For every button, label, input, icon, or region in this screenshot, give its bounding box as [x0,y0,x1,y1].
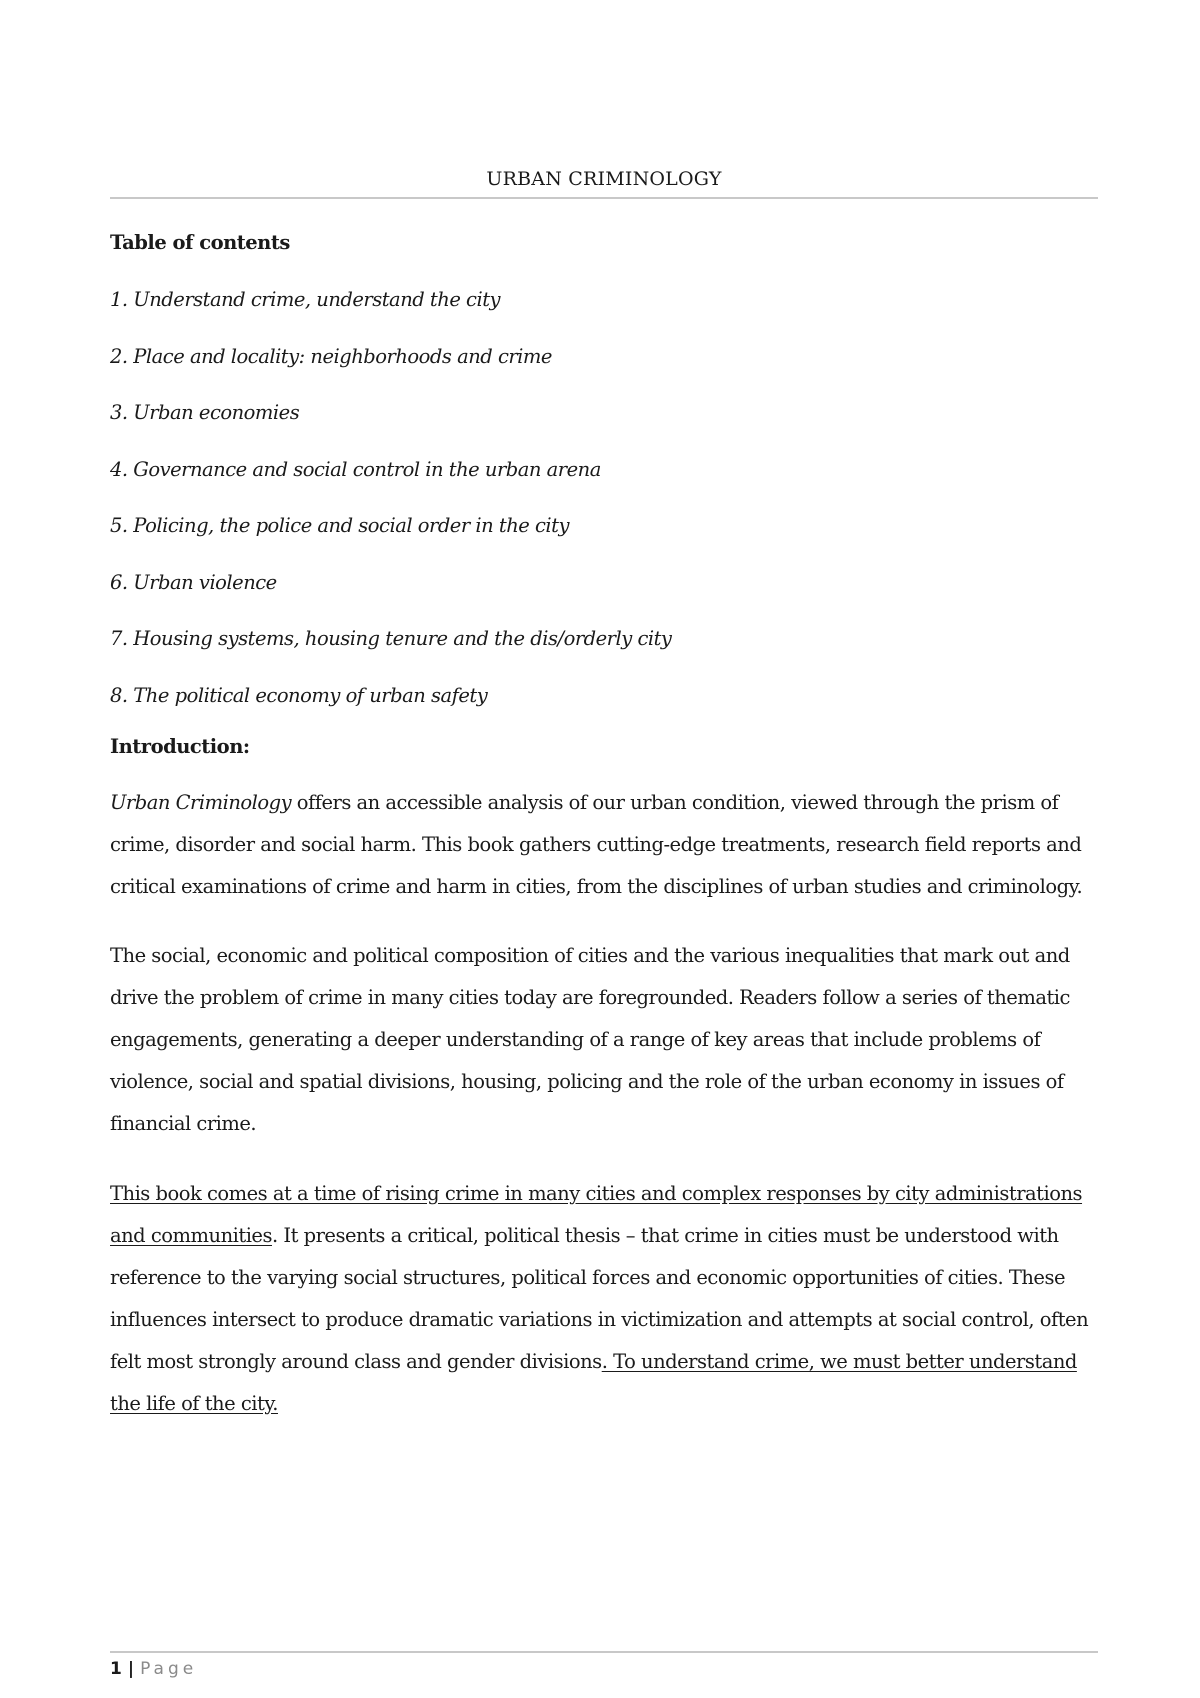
page-footer [110,1657,197,1681]
intro-paragraph-3 [110,1173,1098,1425]
underlined-text: . To understand crime, we must better understand the life of the city. [110,1350,1077,1415]
toc-item: 8. The political economy of urban safety [110,683,488,707]
intro-paragraph-1 [110,782,1098,908]
footer-divider [110,1651,1098,1653]
toc-item: 3. Urban economies [110,401,300,424]
page-number: 1 [110,1659,122,1679]
toc-item: 6. Urban violence [110,570,277,594]
toc-item: 7. Housing systems, housing tenure and the dis/orderly city [110,627,672,650]
book-title-italic: Urban Criminology [110,791,292,814]
toc-item: 2. Place and locality: neighborhoods and crime [110,344,552,368]
underlined-text: This book comes at a time of rising crime in many cities and complex responses by city administrations and communities [110,1182,1083,1247]
intro-paragraph-2: The social, economic and political composition of cities and the various inequalities that mark out and drive the problem of crime in many cities today are foregrounded. Readers follow a series of thematic engagements, generating a deeper understanding of a range of key areas that include problems of violence, social and spatial divisions, housing, policing and the role of the urban economy in issues of financial crime. [110,944,1070,1135]
document-body [110,228,1098,1425]
header-divider [110,197,1098,199]
toc-item: 1. Understand crime, understand the city [110,288,501,311]
toc-item: 4. Governance and social control in the urban arena [110,457,601,481]
footer-separator: | [127,1659,135,1679]
document-header-title: URBAN CRIMINOLOGY [486,168,722,190]
paragraph-text: offers an accessible analysis of our urban condition, viewed through the prism of crime, disorder and social harm. This book gathers cutting-edge treatments, research field reports and critical examinations of crime and harm in cities, from the disciplines of urban studies and criminology. [110,791,1083,898]
introduction-heading: Introduction: [110,735,250,758]
paragraph-text: . It presents a critical, political thesis – that crime in cities must be understood with reference to the varying social structures, political forces and economic opportunities of cities. These influences intersect to produce dramatic variations in victimization and attempts at social control, often felt most strongly around class and gender divisions [110,1224,1089,1373]
page-label: Page [140,1659,198,1679]
toc-heading: Table of contents [110,231,290,254]
toc-list [110,258,1098,710]
toc-item: 5. Policing, the police and social order in the city [110,514,570,537]
